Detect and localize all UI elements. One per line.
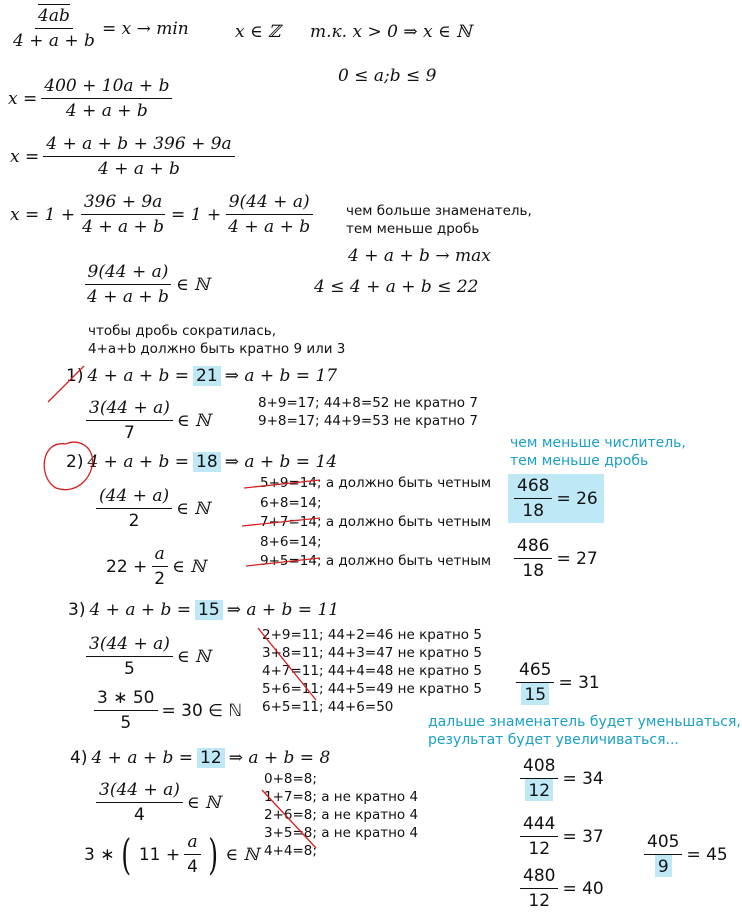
case-4-num: 3(44 + a): [96, 780, 183, 803]
case-3-rhs: ⇒ a + b = 11: [226, 600, 340, 620]
case-3-res-val: = 31: [558, 672, 600, 693]
case-3-result-fraction: [516, 660, 554, 705]
case-4-result-2-fraction: [520, 814, 558, 859]
main-rhs: = x → min: [101, 18, 189, 39]
case-4-lhs: 4 + a + b =: [91, 748, 194, 768]
case-1-line: 9+8=17; 44+9=53 не кратно 7: [258, 413, 478, 429]
eq2-num: 4 + a + b + 396 + 9a: [43, 134, 234, 157]
case-4-lines: [264, 770, 418, 860]
case-4-line: 3+5=8; а не кратно 4: [264, 825, 419, 841]
case-4-prod-num: a: [184, 832, 200, 855]
case-3-calc-num: 3 ∗ 50: [94, 688, 158, 711]
case-4-res1-den: 12: [525, 779, 553, 801]
case-1-line: 8+9=17; 44+8=52 не кратно 7: [258, 395, 478, 411]
equation-3: [10, 192, 313, 237]
equation-1: [8, 76, 172, 121]
case-2-result-2-fraction: [514, 536, 552, 581]
eq2-den: 4 + a + b: [98, 159, 180, 179]
case-3-line: 5+6=11; 44+5=49 не кратно 5: [262, 681, 482, 697]
case-3-den: 5: [124, 659, 135, 679]
case-2-res2-num: 486: [514, 536, 552, 559]
case-3-header: [68, 600, 339, 620]
case-4-header: [70, 748, 330, 768]
case-4-result-2: [520, 814, 604, 859]
case-2-res1-val: = 26: [556, 488, 598, 509]
case-4-den: 4: [134, 805, 145, 825]
eq3-fraction-1: [79, 192, 167, 237]
case-4-fraction-row: [96, 780, 220, 825]
equation-4: [84, 262, 209, 307]
case-3-res-num: 465: [516, 660, 554, 683]
case-4-prod-den: 4: [187, 857, 198, 877]
eq3-den2: 4 + a + b: [228, 217, 311, 237]
case-3-num: 3(44 + a): [86, 634, 173, 657]
case-3-line: 3+8=11; 44+3=47 не кратно 5: [262, 645, 482, 661]
denominator-note: [346, 202, 532, 238]
denominator-range: 4 ≤ 4 + a + b ≤ 22: [314, 277, 479, 297]
case-2-line-rest: ; а должно быть четным: [316, 475, 492, 491]
numerator-note: [510, 434, 686, 470]
eq2-lhs: x =: [10, 146, 40, 167]
case-4-fraction: [96, 780, 183, 825]
case-4-result-3-fraction: [520, 866, 558, 911]
case-4-res3-den: 12: [528, 891, 551, 911]
eq3-num2: 9(44 + a): [226, 192, 313, 215]
case-2-in: ∈ ℕ: [176, 498, 210, 519]
case-2-sum-den: 2: [154, 569, 166, 589]
case-4-res2-num: 444: [520, 814, 558, 837]
eq3-mid: = 1 +: [171, 204, 222, 225]
denominator-note-line1: чем больше знаменатель,: [346, 203, 532, 219]
case-2-fraction: [96, 486, 172, 531]
case-4-prod-prefix: 3 ∗: [84, 844, 115, 865]
case-2-result-1: [508, 474, 604, 523]
numerator-note-line2: тем меньше дробь: [510, 453, 649, 469]
eq3-num1: 396 + 9a: [81, 192, 165, 215]
case-4-label: 4): [70, 748, 88, 768]
case-2-res1-den: 18: [522, 501, 545, 521]
case-3-calc-fraction: [94, 688, 158, 733]
case-2-sum-row: [106, 544, 206, 589]
main-expression: [10, 6, 189, 51]
case-2-num: (44 + a): [96, 486, 172, 509]
main-fraction: [10, 6, 98, 51]
case-3-calc-den: 5: [120, 713, 132, 733]
case-1-value: 21: [193, 366, 221, 386]
case-2-res1-num: 468: [514, 476, 552, 499]
case-4-line: 2+6=8; а не кратно 4: [264, 807, 419, 823]
case-4-prod-in: ∈ ℕ: [225, 844, 259, 865]
case-4-prod-fraction: [184, 832, 201, 877]
reduce-note: [88, 322, 345, 358]
case-4-res2-val: = 37: [562, 826, 604, 847]
case-1-num: 3(44 + a): [86, 398, 173, 421]
case-4-res4-val: = 45: [686, 844, 728, 865]
case-1-lines: [258, 394, 478, 430]
eq4-num: 9(44 + a): [85, 262, 172, 285]
eq1-den: 4 + a + b: [65, 101, 148, 121]
case-3-calc-rhs: = 30 ∈ ℕ: [161, 700, 243, 721]
case-2-line: [260, 552, 491, 572]
main-fraction-den: 4 + a + b: [13, 31, 95, 51]
case-2-sum-fraction: [151, 544, 168, 589]
case-3-lines: [262, 626, 482, 716]
eq2-fraction: [43, 134, 234, 179]
eq4-fraction: [84, 262, 172, 307]
case-2-fraction-row: [96, 486, 210, 531]
eq3-lhs: x = 1 +: [10, 204, 76, 225]
max-condition: 4 + a + b → max: [348, 246, 491, 266]
case-1-rhs: ⇒ a + b = 17: [224, 366, 338, 386]
case-4-res3-val: = 40: [562, 878, 604, 899]
case-2-line-eq: 5+9=14: [260, 475, 317, 491]
left-paren: (: [121, 829, 132, 879]
case-1-header: [66, 366, 337, 386]
case-3-lhs: 4 + a + b =: [89, 600, 192, 620]
case-3-label: 3): [68, 600, 86, 620]
case-3-result: [516, 660, 600, 705]
case-4-result-1: [520, 756, 604, 801]
numerator-note-line1: чем меньше числитель,: [510, 435, 686, 451]
case-4-rhs: ⇒ a + b = 8: [228, 748, 331, 768]
case-1-in: ∈ ℕ: [176, 410, 211, 431]
case-4-product-row: [84, 829, 259, 879]
x-in-z: x ∈ ℤ: [235, 22, 281, 42]
case-4-line: 1+7=8; а не кратно 4: [264, 789, 419, 805]
case-3-res-den: 15: [521, 683, 549, 705]
eq4-den: 4 + a + b: [87, 287, 169, 307]
case-2-res2-den: 18: [522, 561, 545, 581]
case-2-lines: [260, 474, 491, 572]
natural-condition: т.к. x > 0 ⇒ x ∈ ℕ: [310, 22, 472, 42]
case-4-value: 12: [197, 748, 225, 768]
case-2-line-eq: 7+7=14: [260, 514, 317, 530]
case-2-line: [260, 494, 491, 514]
case-2-line-eq: 9+5=14: [260, 553, 317, 569]
case-2-lhs: 4 + a + b =: [87, 452, 190, 472]
case-1-fraction-row: [86, 398, 210, 443]
eq3-den1: 4 + a + b: [82, 217, 165, 237]
case-4-res4-num: 405: [644, 832, 682, 855]
case-2-result-1-fraction: [514, 476, 552, 521]
case-2-sum-num: a: [152, 544, 168, 567]
case-3-calc-row: [94, 688, 242, 733]
case-1-fraction: [86, 398, 173, 443]
case-3-fraction-row: [86, 634, 210, 679]
continuation-note-line1: дальше знаменатель будет уменьшаться,: [428, 714, 741, 730]
overline-number: 4ab: [38, 6, 70, 26]
case-3-fraction: [86, 634, 173, 679]
case-2-sum-in: ∈ ℕ: [172, 556, 206, 577]
case-4-result-1-fraction: [520, 756, 558, 801]
denominator-note-line2: тем меньше дробь: [346, 221, 480, 237]
case-4-res3-num: 480: [520, 866, 558, 889]
eq1-lhs: x =: [8, 88, 38, 109]
case-2-line: [260, 513, 491, 533]
case-2-den: 2: [128, 511, 140, 531]
eq4-in: ∈ ℕ: [175, 274, 210, 295]
right-paren: ): [208, 829, 219, 879]
case-2-line-eq: 6+8=14;: [260, 494, 322, 511]
case-2-line-rest: ; а должно быть четным: [316, 553, 492, 569]
case-2-line-eq: 8+6=14;: [260, 533, 322, 550]
eq3-fraction-2: [225, 192, 313, 237]
case-2-line: [260, 533, 491, 553]
case-2-line-rest: ; а должно быть четным: [316, 514, 492, 530]
case-4-res4-den: 9: [655, 855, 672, 877]
digit-bounds: 0 ≤ a;b ≤ 9: [338, 66, 437, 86]
reduce-note-line2: 4+a+b должно быть кратно 9 или 3: [88, 341, 346, 357]
case-2-sum-prefix: 22 +: [106, 556, 148, 577]
case-4-result-3: [520, 866, 604, 911]
case-4-result-4: [644, 832, 728, 877]
case-2-rhs: ⇒ a + b = 14: [224, 452, 338, 472]
case-3-line: 6+5=11; 44+6=50: [262, 699, 394, 715]
case-4-res1-val: = 34: [562, 768, 604, 789]
case-2-result-2: [514, 536, 598, 581]
equation-2: [10, 134, 235, 179]
continuation-note: [428, 713, 741, 749]
case-4-line: 0+8=8;: [264, 771, 317, 787]
case-2-label: 2): [66, 452, 84, 472]
case-3-value: 15: [195, 600, 223, 620]
case-4-in: ∈ ℕ: [186, 792, 221, 813]
case-3-line: 2+9=11; 44+2=46 не кратно 5: [262, 627, 482, 643]
case-3-line: 4+7=11; 44+4=48 не кратно 5: [262, 663, 482, 679]
case-4-prod-inner: 11 +: [138, 844, 181, 865]
case-2-value: 18: [193, 452, 221, 472]
continuation-note-line2: результат будет увеличиваться...: [428, 732, 679, 748]
eq1-fraction: [41, 76, 172, 121]
case-1-label: 1): [66, 366, 84, 386]
case-1-den: 7: [124, 423, 135, 443]
case-4-line: 4+4=8;: [264, 843, 317, 859]
case-2-res2-val: = 27: [556, 548, 598, 569]
case-3-in: ∈ ℕ: [176, 646, 211, 667]
case-1-lhs: 4 + a + b =: [87, 366, 190, 386]
case-4-res1-num: 408: [520, 756, 558, 779]
case-4-result-4-fraction: [644, 832, 682, 877]
case-4-res2-den: 12: [528, 839, 551, 859]
eq1-num: 400 + 10a + b: [41, 76, 172, 99]
case-2-line: [260, 474, 491, 494]
case-2-header: [66, 452, 337, 472]
reduce-note-line1: чтобы дробь сократилась,: [88, 323, 276, 339]
